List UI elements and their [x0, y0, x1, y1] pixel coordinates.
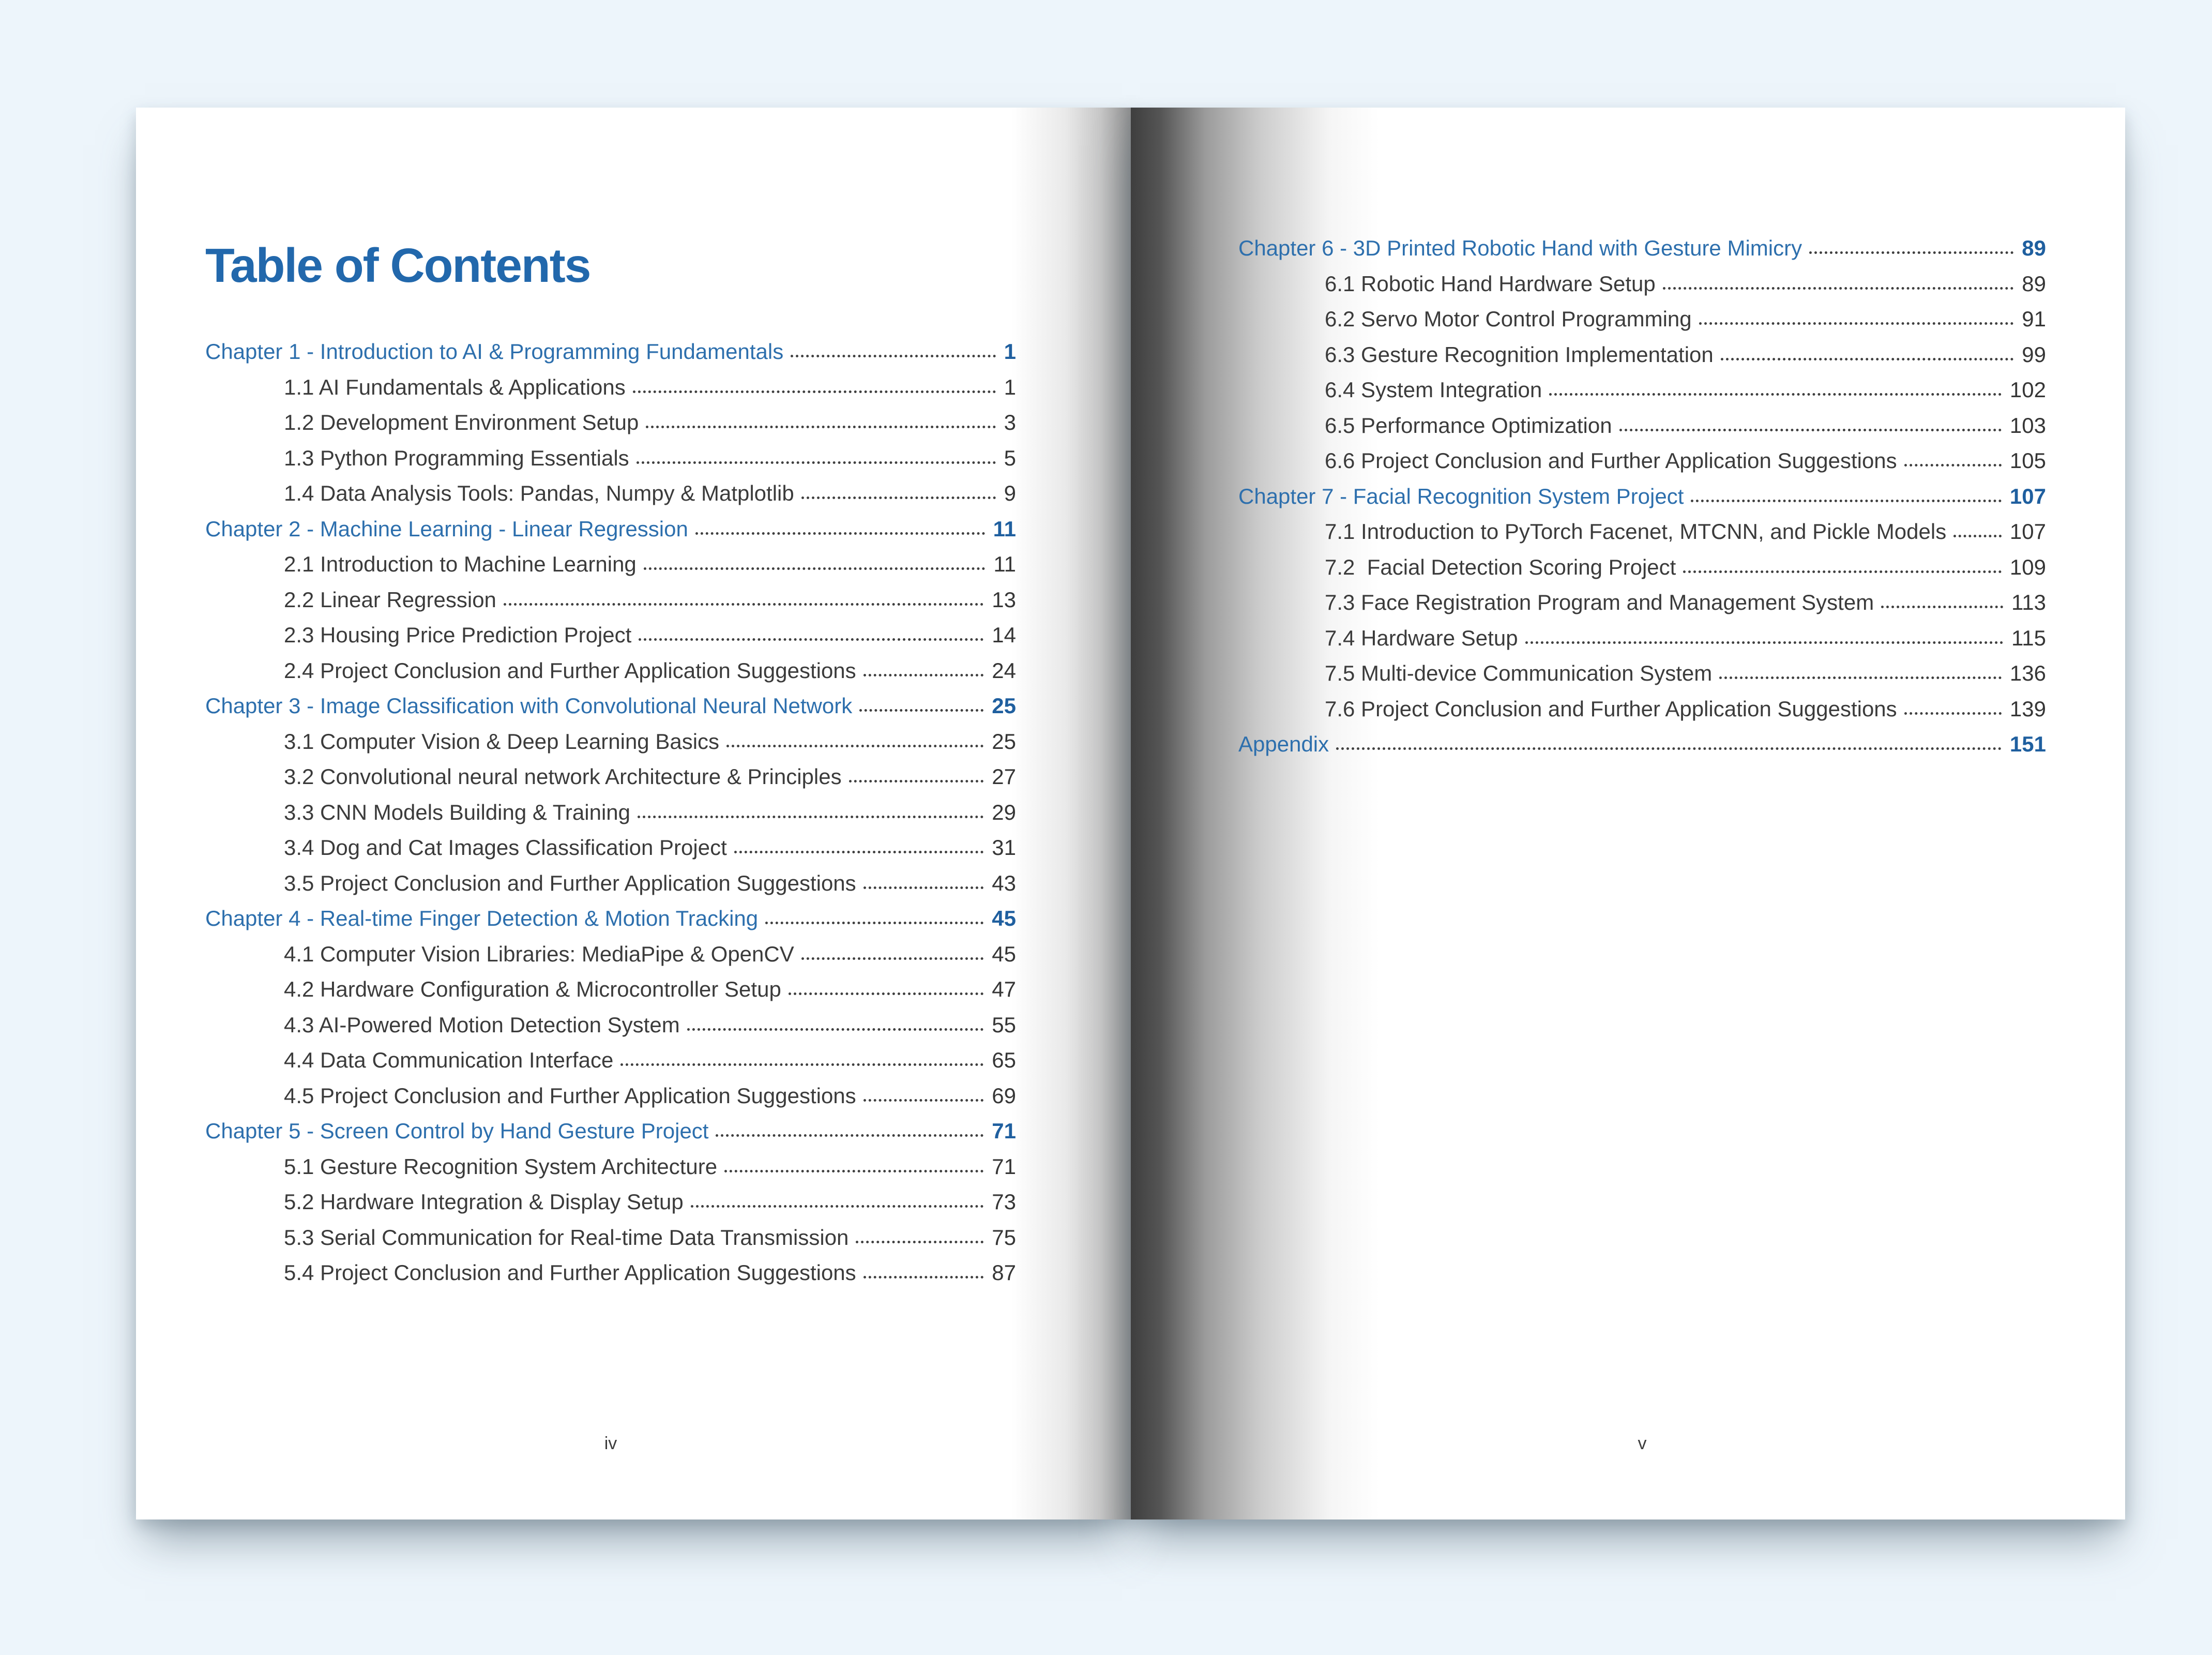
toc-entry-page-number: 13	[992, 587, 1016, 612]
dot-leader	[1953, 535, 2002, 537]
dot-leader	[1904, 464, 2002, 467]
toc-entry-row	[205, 405, 1016, 441]
dot-leader	[1336, 747, 2002, 750]
toc-entry-page-number: 3	[1004, 410, 1016, 434]
dot-leader	[801, 496, 996, 499]
dot-leader	[1549, 393, 2002, 396]
toc-entry-label: 3.5 Project Conclusion and Further Application Suggestions	[284, 870, 856, 895]
dot-leader	[856, 1241, 983, 1243]
toc-entry-label: 5.4 Project Conclusion and Further Application Suggestions	[284, 1260, 856, 1285]
toc-entry-row	[1238, 266, 2046, 302]
toc-entry-page-number: 136	[2009, 661, 2046, 685]
toc-entry-page-number: 43	[992, 870, 1016, 895]
dot-leader	[863, 674, 984, 676]
toc-list-right	[1238, 231, 2046, 762]
toc-entry-page-number: 31	[992, 835, 1016, 860]
book-page-right	[1131, 108, 2125, 1519]
dot-leader	[734, 851, 984, 853]
toc-entry-label: 2.3 Housing Price Prediction Project	[284, 623, 632, 647]
dot-leader	[504, 603, 983, 606]
toc-entry-label: 4.4 Data Communication Interface	[284, 1048, 614, 1072]
toc-entry-row	[1238, 621, 2046, 656]
dot-leader	[791, 355, 995, 357]
dot-leader	[1904, 712, 2002, 715]
toc-entry-page-number: 47	[992, 977, 1016, 1001]
book-page-left	[136, 108, 1131, 1519]
dot-leader	[849, 780, 984, 783]
table-of-contents-title: Table of Contents	[205, 238, 590, 292]
toc-chapter-row	[1238, 479, 2046, 515]
toc-entry-label: Chapter 6 - 3D Printed Robotic Hand with Gesture Mimicry	[1238, 236, 1802, 260]
toc-entry-row	[205, 547, 1016, 582]
toc-entry-row	[1238, 691, 2046, 727]
dot-leader	[637, 461, 996, 464]
toc-entry-label: Chapter 3 - Image Classification with Convolutional Neural Network	[205, 694, 853, 718]
toc-entry-row	[205, 937, 1016, 972]
toc-entry-page-number: 107	[2009, 519, 2046, 544]
dot-leader	[695, 532, 985, 535]
dot-leader	[1525, 641, 2003, 644]
toc-entry-row	[205, 1007, 1016, 1043]
toc-entry-label: 6.6 Project Conclusion and Further Application Suggestions	[1325, 448, 1897, 473]
toc-entry-row	[205, 441, 1016, 476]
toc-entry-page-number: 45	[992, 906, 1016, 930]
toc-entry-label: 5.1 Gesture Recognition System Architecture	[284, 1154, 718, 1179]
dot-leader	[863, 1099, 984, 1102]
dot-leader	[638, 816, 983, 818]
toc-entry-page-number: 25	[992, 729, 1016, 754]
toc-entry-page-number: 1	[1004, 339, 1016, 364]
toc-entry-label: Chapter 2 - Machine Learning - Linear Regression	[205, 516, 688, 541]
toc-entry-row	[1238, 337, 2046, 373]
toc-entry-page-number: 102	[2009, 378, 2046, 402]
toc-entry-label: Chapter 7 - Facial Recognition System Project	[1238, 484, 1684, 508]
toc-entry-page-number: 105	[2009, 448, 2046, 473]
toc-entry-page-number: 45	[992, 941, 1016, 966]
toc-entry-label: 7.3 Face Registration Program and Management System	[1325, 590, 1874, 614]
toc-entry-row	[205, 830, 1016, 866]
dot-leader	[1719, 676, 2002, 679]
toc-entry-page-number: 29	[992, 800, 1016, 824]
toc-chapter-row	[205, 1114, 1016, 1149]
toc-entry-row	[1238, 585, 2046, 621]
toc-entry-label: 5.3 Serial Communication for Real-time Data Transmission	[284, 1225, 849, 1250]
toc-entry-row	[205, 1043, 1016, 1078]
toc-entry-row	[205, 1149, 1016, 1185]
toc-chapter-row	[1238, 231, 2046, 266]
toc-entry-page-number: 103	[2009, 413, 2046, 438]
toc-entry-page-number: 151	[2009, 732, 2046, 756]
toc-entry-page-number: 71	[992, 1154, 1016, 1179]
toc-entry-label: 4.5 Project Conclusion and Further Application Suggestions	[284, 1083, 856, 1108]
toc-entry-page-number: 5	[1004, 445, 1016, 470]
toc-entry-label: 1.3 Python Programming Essentials	[284, 445, 629, 470]
toc-entry-page-number: 113	[2011, 590, 2046, 614]
toc-entry-label: Chapter 1 - Introduction to AI & Programming Fundamentals	[205, 339, 784, 364]
toc-entry-row	[205, 759, 1016, 795]
toc-entry-page-number: 65	[992, 1048, 1016, 1072]
toc-chapter-row	[205, 688, 1016, 724]
toc-entry-label: 7.5 Multi-device Communication System	[1325, 661, 1713, 685]
toc-entry-page-number: 27	[992, 764, 1016, 789]
toc-entry-page-number: 89	[2022, 236, 2046, 260]
toc-entry-page-number: 11	[993, 552, 1016, 576]
toc-entry-page-number: 25	[992, 694, 1016, 718]
toc-entry-label: 4.1 Computer Vision Libraries: MediaPipe & OpenCV	[284, 941, 794, 966]
dot-leader	[1619, 429, 2002, 431]
toc-entry-label: 1.1 AI Fundamentals & Applications	[284, 374, 626, 399]
toc-entry-row	[205, 972, 1016, 1007]
toc-entry-label: Chapter 4 - Real-time Finger Detection & Motion Tracking	[205, 906, 759, 930]
toc-entry-row	[205, 370, 1016, 405]
toc-entry-label: 4.2 Hardware Configuration & Microcontroller Setup	[284, 977, 781, 1001]
toc-entry-label: 3.4 Dog and Cat Images Classification Project	[284, 835, 727, 860]
dot-leader	[646, 426, 995, 428]
dot-leader	[765, 922, 983, 924]
toc-entry-label: 6.5 Performance Optimization	[1325, 413, 1612, 438]
dot-leader	[863, 886, 984, 889]
toc-entry-row	[205, 476, 1016, 511]
toc-list-left	[205, 334, 1016, 1291]
toc-entry-row	[1238, 550, 2046, 585]
toc-entry-label: 7.1 Introduction to PyTorch Facenet, MTCNN, and Pickle Models	[1325, 519, 1947, 544]
dot-leader	[859, 709, 983, 712]
toc-entry-row	[1238, 514, 2046, 550]
toc-chapter-row	[1238, 727, 2046, 762]
toc-entry-page-number: 139	[2009, 696, 2046, 721]
toc-entry-page-number: 24	[992, 658, 1016, 683]
toc-entry-label: 6.4 System Integration	[1325, 378, 1542, 402]
toc-entry-label: 4.3 AI-Powered Motion Detection System	[284, 1012, 680, 1037]
toc-entry-page-number: 9	[1004, 481, 1016, 505]
toc-entry-page-number: 109	[2009, 554, 2046, 579]
toc-entry-page-number: 55	[992, 1012, 1016, 1037]
toc-entry-page-number: 73	[992, 1190, 1016, 1214]
toc-entry-label: 5.2 Hardware Integration & Display Setup	[284, 1190, 684, 1214]
toc-entry-label: 2.4 Project Conclusion and Further Application Suggestions	[284, 658, 856, 683]
dot-leader	[644, 567, 986, 570]
toc-entry-label: 3.2 Convolutional neural network Architecture & Principles	[284, 764, 842, 789]
dot-leader	[639, 638, 983, 641]
dot-leader	[1691, 500, 2002, 502]
dot-leader	[691, 1205, 984, 1208]
toc-entry-label: 6.2 Servo Motor Control Programming	[1325, 307, 1692, 331]
toc-entry-row	[205, 724, 1016, 760]
toc-entry-page-number: 89	[2022, 271, 2046, 296]
toc-entry-row	[205, 582, 1016, 618]
toc-entry-label: 2.1 Introduction to Machine Learning	[284, 552, 637, 576]
toc-entry-row	[1238, 408, 2046, 444]
toc-chapter-row	[205, 511, 1016, 547]
toc-chapter-row	[205, 901, 1016, 937]
toc-entry-row	[205, 795, 1016, 831]
toc-entry-label: Appendix	[1238, 732, 1329, 756]
toc-entry-row	[205, 653, 1016, 689]
dot-leader	[726, 745, 983, 747]
dot-leader	[716, 1134, 983, 1137]
toc-entry-label: 6.1 Robotic Hand Hardware Setup	[1325, 271, 1656, 296]
dot-leader	[1809, 251, 2013, 254]
toc-entry-page-number: 1	[1004, 374, 1016, 399]
dot-leader	[1721, 358, 2014, 360]
toc-entry-row	[1238, 302, 2046, 337]
toc-entry-row	[205, 866, 1016, 901]
toc-entry-page-number: 75	[992, 1225, 1016, 1250]
toc-entry-label: Chapter 5 - Screen Control by Hand Gesture Project	[205, 1119, 709, 1143]
page-number-footer-right: v	[1638, 1434, 1647, 1453]
dot-leader	[1881, 606, 2003, 608]
toc-entry-row	[205, 618, 1016, 653]
toc-entry-page-number: 14	[992, 623, 1016, 647]
toc-entry-row	[205, 1220, 1016, 1256]
dot-leader	[1699, 322, 2014, 325]
toc-chapter-row	[205, 334, 1016, 370]
open-book-spread	[136, 108, 2125, 1519]
dot-leader	[863, 1276, 984, 1278]
toc-entry-label: 1.2 Development Environment Setup	[284, 410, 639, 434]
toc-entry-page-number: 115	[2011, 625, 2046, 650]
dot-leader	[801, 957, 984, 960]
toc-entry-page-number: 87	[992, 1260, 1016, 1285]
toc-entry-row	[1238, 372, 2046, 408]
dot-leader	[633, 390, 996, 393]
toc-entry-page-number: 11	[993, 516, 1016, 541]
toc-entry-row	[205, 1255, 1016, 1291]
toc-entry-row	[205, 1184, 1016, 1220]
dot-leader	[687, 1028, 984, 1031]
toc-entry-page-number: 91	[2022, 307, 2046, 331]
toc-entry-label: 7.4 Hardware Setup	[1325, 625, 1518, 650]
toc-entry-label: 2.2 Linear Regression	[284, 587, 496, 612]
toc-entry-page-number: 99	[2022, 342, 2046, 367]
dot-leader	[789, 992, 983, 995]
dot-leader	[1683, 570, 2002, 573]
toc-entry-label: 6.3 Gesture Recognition Implementation	[1325, 342, 1714, 367]
toc-entry-page-number: 107	[2009, 484, 2046, 508]
toc-entry-row	[1238, 656, 2046, 691]
toc-entry-page-number: 69	[992, 1083, 1016, 1108]
toc-entry-label: 3.1 Computer Vision & Deep Learning Basics	[284, 729, 720, 754]
toc-entry-label: 1.4 Data Analysis Tools: Pandas, Numpy & Matplotlib	[284, 481, 794, 505]
toc-entry-label: 3.3 CNN Models Building & Training	[284, 800, 630, 824]
page-number-footer-left: iv	[604, 1434, 617, 1453]
dot-leader	[724, 1170, 983, 1172]
dot-leader	[620, 1063, 983, 1066]
toc-entry-row	[205, 1078, 1016, 1114]
toc-entry-label: 7.6 Project Conclusion and Further Application Suggestions	[1325, 696, 1897, 721]
toc-entry-page-number: 71	[992, 1119, 1016, 1143]
toc-entry-label: 7.2 Facial Detection Scoring Project	[1325, 554, 1676, 579]
dot-leader	[1663, 287, 2014, 290]
toc-entry-row	[1238, 443, 2046, 479]
